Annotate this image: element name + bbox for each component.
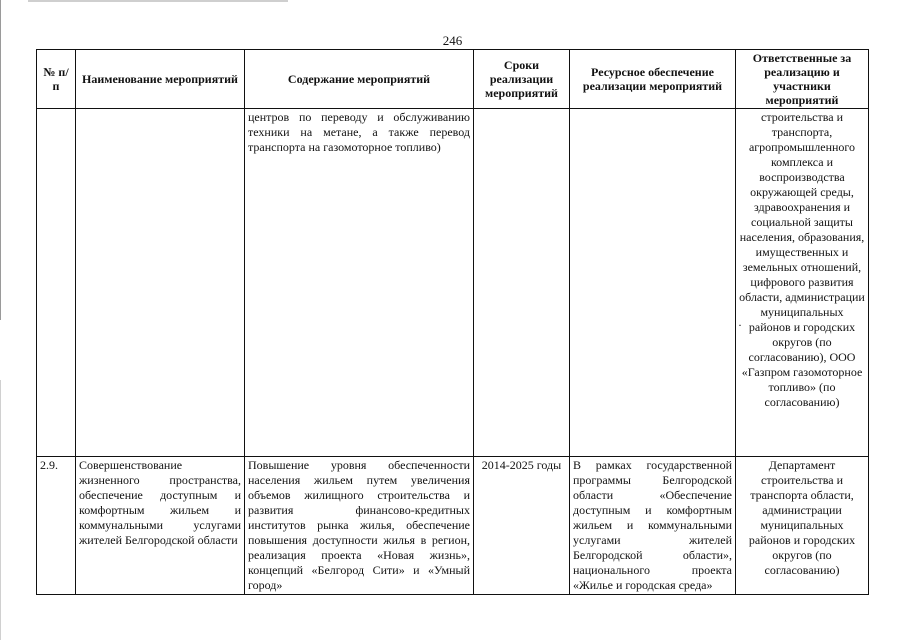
table-header-row	[37, 50, 869, 109]
cell-content: центров по переводу и обслуживанию техники на метане, а также перевод транспорта на газомоторное топливо)	[245, 109, 474, 457]
scan-speck: ·	[738, 318, 742, 332]
cell-number	[37, 109, 76, 457]
cell-content: Повышение уровня обеспеченности населения жильем путем увеличения объемов жилищного строительства и развития финансово-кредитных институтов рынка жилья, обеспечение повышения доступности жилья в регион, реализация проекта «Новая жизнь», концепций «Белгород Сити» и «Умный город»	[245, 457, 474, 595]
table-row-continuation	[37, 109, 869, 457]
cell-resources	[570, 109, 736, 457]
cell-resources: В рамках государственной программы Белгородской области «Обеспечение доступным и комфортным жильем и коммунальными услугами жителей Белгородской области», национального проекта «Жилье и городская среда»	[570, 457, 736, 595]
cell-name	[76, 109, 245, 457]
header-number: № п/п	[37, 50, 76, 109]
cell-responsible: Департамент строительства и транспорта области, администрации муниципальных районов и городских округов (по согласованию)	[736, 457, 869, 595]
header-name: Наименование мероприятий	[76, 50, 245, 109]
scan-edge-top	[28, 0, 288, 2]
cell-timeline	[474, 109, 570, 457]
header-timeline: Сроки реализации мероприятий	[474, 50, 570, 109]
cell-name: Совершенствование жизненного пространства, обеспечение доступным и комфортным жильем и коммунальными услугами жителей Белгородской области	[76, 457, 245, 595]
header-resources: Ресурсное обеспечение реализации мероприятий	[570, 50, 736, 109]
scan-edge-left-lower	[0, 380, 1, 640]
table-row-2-9	[37, 457, 869, 595]
cell-number: 2.9.	[37, 457, 76, 595]
cell-timeline: 2014-2025 годы	[474, 457, 570, 595]
cell-responsible: строительства и транспорта, агропромышленного комплекса и воспроизводства окружающей среды, здравоохранения и социальной защиты населения, образования, имущественных и земельных отношений, цифрового развития области, администрации муниципальных районов и городских округов (по согласованию), ООО «Газпром газомоторное топливо» (по согласованию)	[736, 109, 869, 457]
header-responsible: Ответственные за реализацию и участники мероприятий	[736, 50, 869, 109]
header-content: Содержание мероприятий	[245, 50, 474, 109]
measures-table	[36, 49, 869, 595]
page-number: 246	[442, 33, 463, 48]
